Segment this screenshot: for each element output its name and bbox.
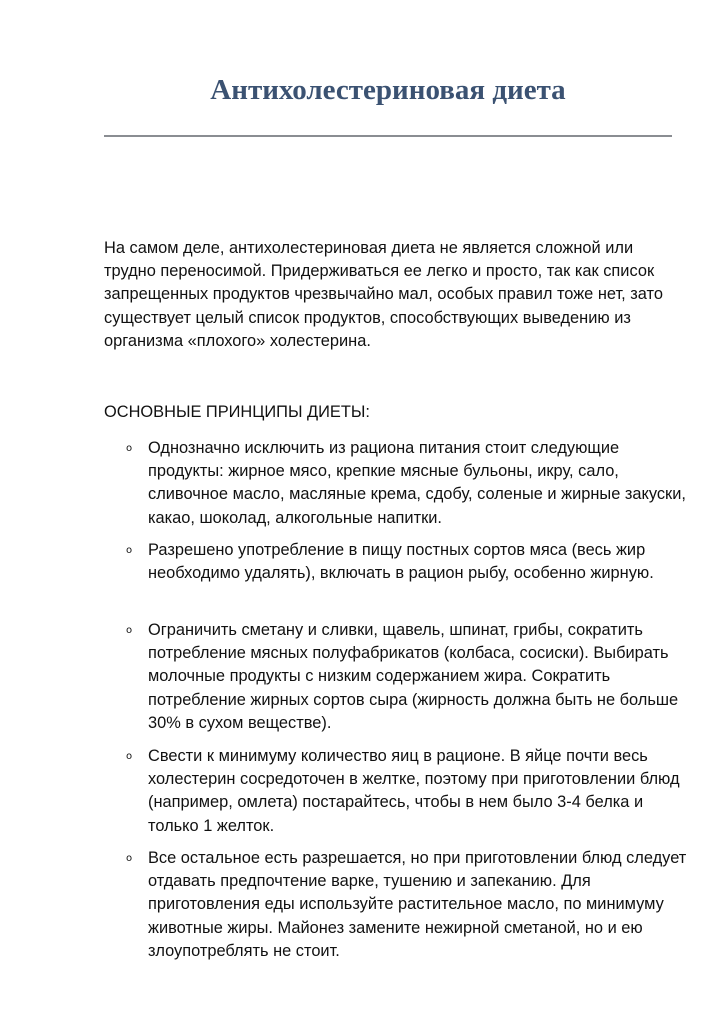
list-item (126, 539, 688, 585)
bullet-circle-icon: o (126, 443, 133, 454)
list-item (126, 437, 688, 530)
bullet-circle-icon: o (126, 545, 133, 556)
list-item-text: Однозначно исключить из рациона питания стоит следующие продукты: жирное мясо, крепкие мясные бульоны, икру, сало, сливочное масло, масляные крема, сдобу, соленые и жирные закуски, какао, шоколад, алкогольные напитки. (148, 439, 686, 527)
list-item-text: Свести к минимуму количество яиц в рационе. В яйце почти весь холестерин сосредоточен в желтке, поэтому при приготовлении блюд (например, омлета) постарайтесь, чтобы в нем было 3-4 белка и только 1 желток. (148, 747, 680, 835)
section-heading: ОСНОВНЫЕ ПРИНЦИПЫ ДИЕТЫ: (104, 403, 370, 421)
list-item-text: Разрешено употребление в пищу постных сортов мяса (весь жир необходимо удалять), включать в рацион рыбу, особенно жирную. (148, 541, 654, 583)
bullet-circle-icon: o (126, 853, 133, 864)
list-item (126, 745, 688, 838)
document-title: Антихолестериновая диета (210, 74, 566, 106)
list-item-text: Все остальное есть разрешается, но при приготовлении блюд следует отдавать предпочтение варке, тушению и запеканию. Для приготовления еды используйте растительное масло, по минимуму животные жиры. Майонез замените нежирной сметаной, но и ею злоупотреблять не стоит. (148, 849, 687, 960)
list-item-text: Ограничить сметану и сливки, щавель, шпинат, грибы, сократить потребление мясных полуфабрикатов (колбаса, сосиски). Выбирать молочные продукты с низким содержанием жира. Сократить потребление жирных сортов сыра (жирность должна быть не больше 30% в сухом веществе). (148, 621, 679, 732)
list-item (126, 847, 688, 963)
title-divider (104, 135, 672, 137)
list-item (126, 619, 688, 735)
intro-paragraph: На самом деле, антихолестериновая диета не является сложной или трудно переносимой. Придерживаться ее легко и просто, так как список запрещенных продуктов чрезвычайно мал, особых правил тоже нет, зато существует целый список продуктов, способствующих выведению из организма «плохого» холестерина. (104, 239, 663, 350)
bullet-circle-icon: o (126, 625, 133, 636)
bullet-circle-icon: o (126, 751, 133, 762)
